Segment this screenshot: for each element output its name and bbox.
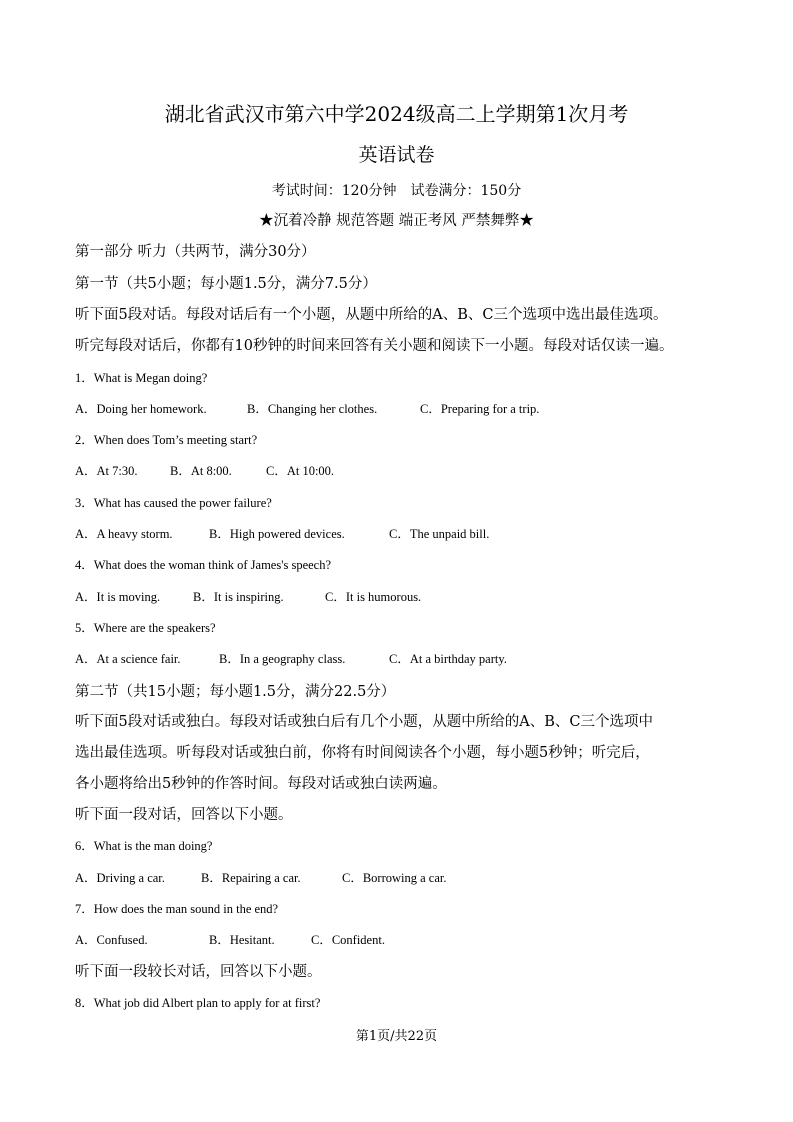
group1-intro: 听下面一段对话，回答以下小题。	[75, 807, 293, 823]
question-3: 3．What has caused the power failure?	[75, 496, 272, 510]
q7-option-c: C．Confident.	[311, 933, 385, 947]
section1-heading: 第一节（共5小题；每小题1.5分，满分7.5分）	[75, 276, 377, 292]
q7-option-a: A．Confused.	[75, 933, 148, 947]
q5-option-b: B．In a geography class.	[219, 652, 346, 666]
part1-heading: 第一部分 听力（共两节，满分30分）	[75, 244, 316, 260]
section2-instruction-1: 听下面5段对话或独白。每段对话或独白后有几个小题，从题中所给的A、B、C三个选项中	[75, 714, 653, 730]
q3-option-c: C．The unpaid bill.	[389, 527, 490, 541]
q3-option-a: A．A heavy storm.	[75, 527, 173, 541]
q1-option-a: A．Doing her homework.	[75, 402, 207, 416]
question-7: 7．How does the man sound in the end?	[75, 902, 279, 916]
question-5: 5．Where are the speakers?	[75, 621, 216, 635]
section2-heading: 第二节（共15小题；每小题1.5分，满分22.5分）	[75, 684, 396, 700]
q7-option-b: B．Hesitant.	[209, 933, 275, 947]
section1-instruction-2: 听完每段对话后，你都有10秒钟的时间来回答有关小题和阅读下一小题。每段对话仅读一遍。	[75, 338, 674, 354]
q1-option-c: C．Preparing for a trip.	[420, 402, 540, 416]
group2-intro: 听下面一段较长对话，回答以下小题。	[75, 964, 322, 980]
question-2: 2．When does Tom’s meeting start?	[75, 433, 258, 447]
question-1: 1．What is Megan doing?	[75, 371, 208, 385]
q4-option-a: A．It is moving.	[75, 590, 161, 604]
section2-instruction-2: 选出最佳选项。听每段对话或独白前，你将有时间阅读各个小题，每小题5秒钟；听完后，	[75, 745, 650, 761]
q2-option-b: B．At 8:00.	[170, 464, 232, 478]
q6-option-c: C．Borrowing a car.	[342, 871, 447, 885]
q4-option-c: C．It is humorous.	[325, 590, 422, 604]
question-8: 8．What job did Albert plan to apply for at first?	[75, 996, 321, 1010]
q6-option-a: A．Driving a car.	[75, 871, 165, 885]
exam-title: 湖北省武汉市第六中学2024级高二上学期第1次月考	[164, 102, 629, 126]
q5-option-c: C．At a birthday party.	[389, 652, 507, 666]
question-4: 4．What does the woman think of James's speech?	[75, 558, 332, 572]
q4-option-b: B．It is inspiring.	[193, 590, 284, 604]
exam-motto: ★沉着冷静 规范答题 端正考风 严禁舞弊★	[259, 213, 534, 229]
q3-option-b: B．High powered devices.	[209, 527, 345, 541]
q1-option-b: B．Changing her clothes.	[247, 402, 378, 416]
section1-instruction-1: 听下面5段对话。每段对话后有一个小题，从题中所给的A、B、C三个选项中选出最佳选项。	[75, 307, 668, 323]
exam-info: 考试时间：120分钟 试卷满分：150分	[271, 183, 522, 199]
page-footer: 第1页/共22页	[355, 1029, 438, 1044]
question-6: 6．What is the man doing?	[75, 839, 213, 853]
q2-option-a: A．At 7:30.	[75, 464, 138, 478]
q2-option-c: C．At 10:00.	[266, 464, 335, 478]
q5-option-a: A．At a science fair.	[75, 652, 181, 666]
section2-instruction-3: 各小题将给出5秒钟的作答时间。每段对话或独白读两遍。	[75, 776, 447, 792]
exam-subtitle: 英语试卷	[358, 144, 435, 166]
q6-option-b: B．Repairing a car.	[201, 871, 301, 885]
